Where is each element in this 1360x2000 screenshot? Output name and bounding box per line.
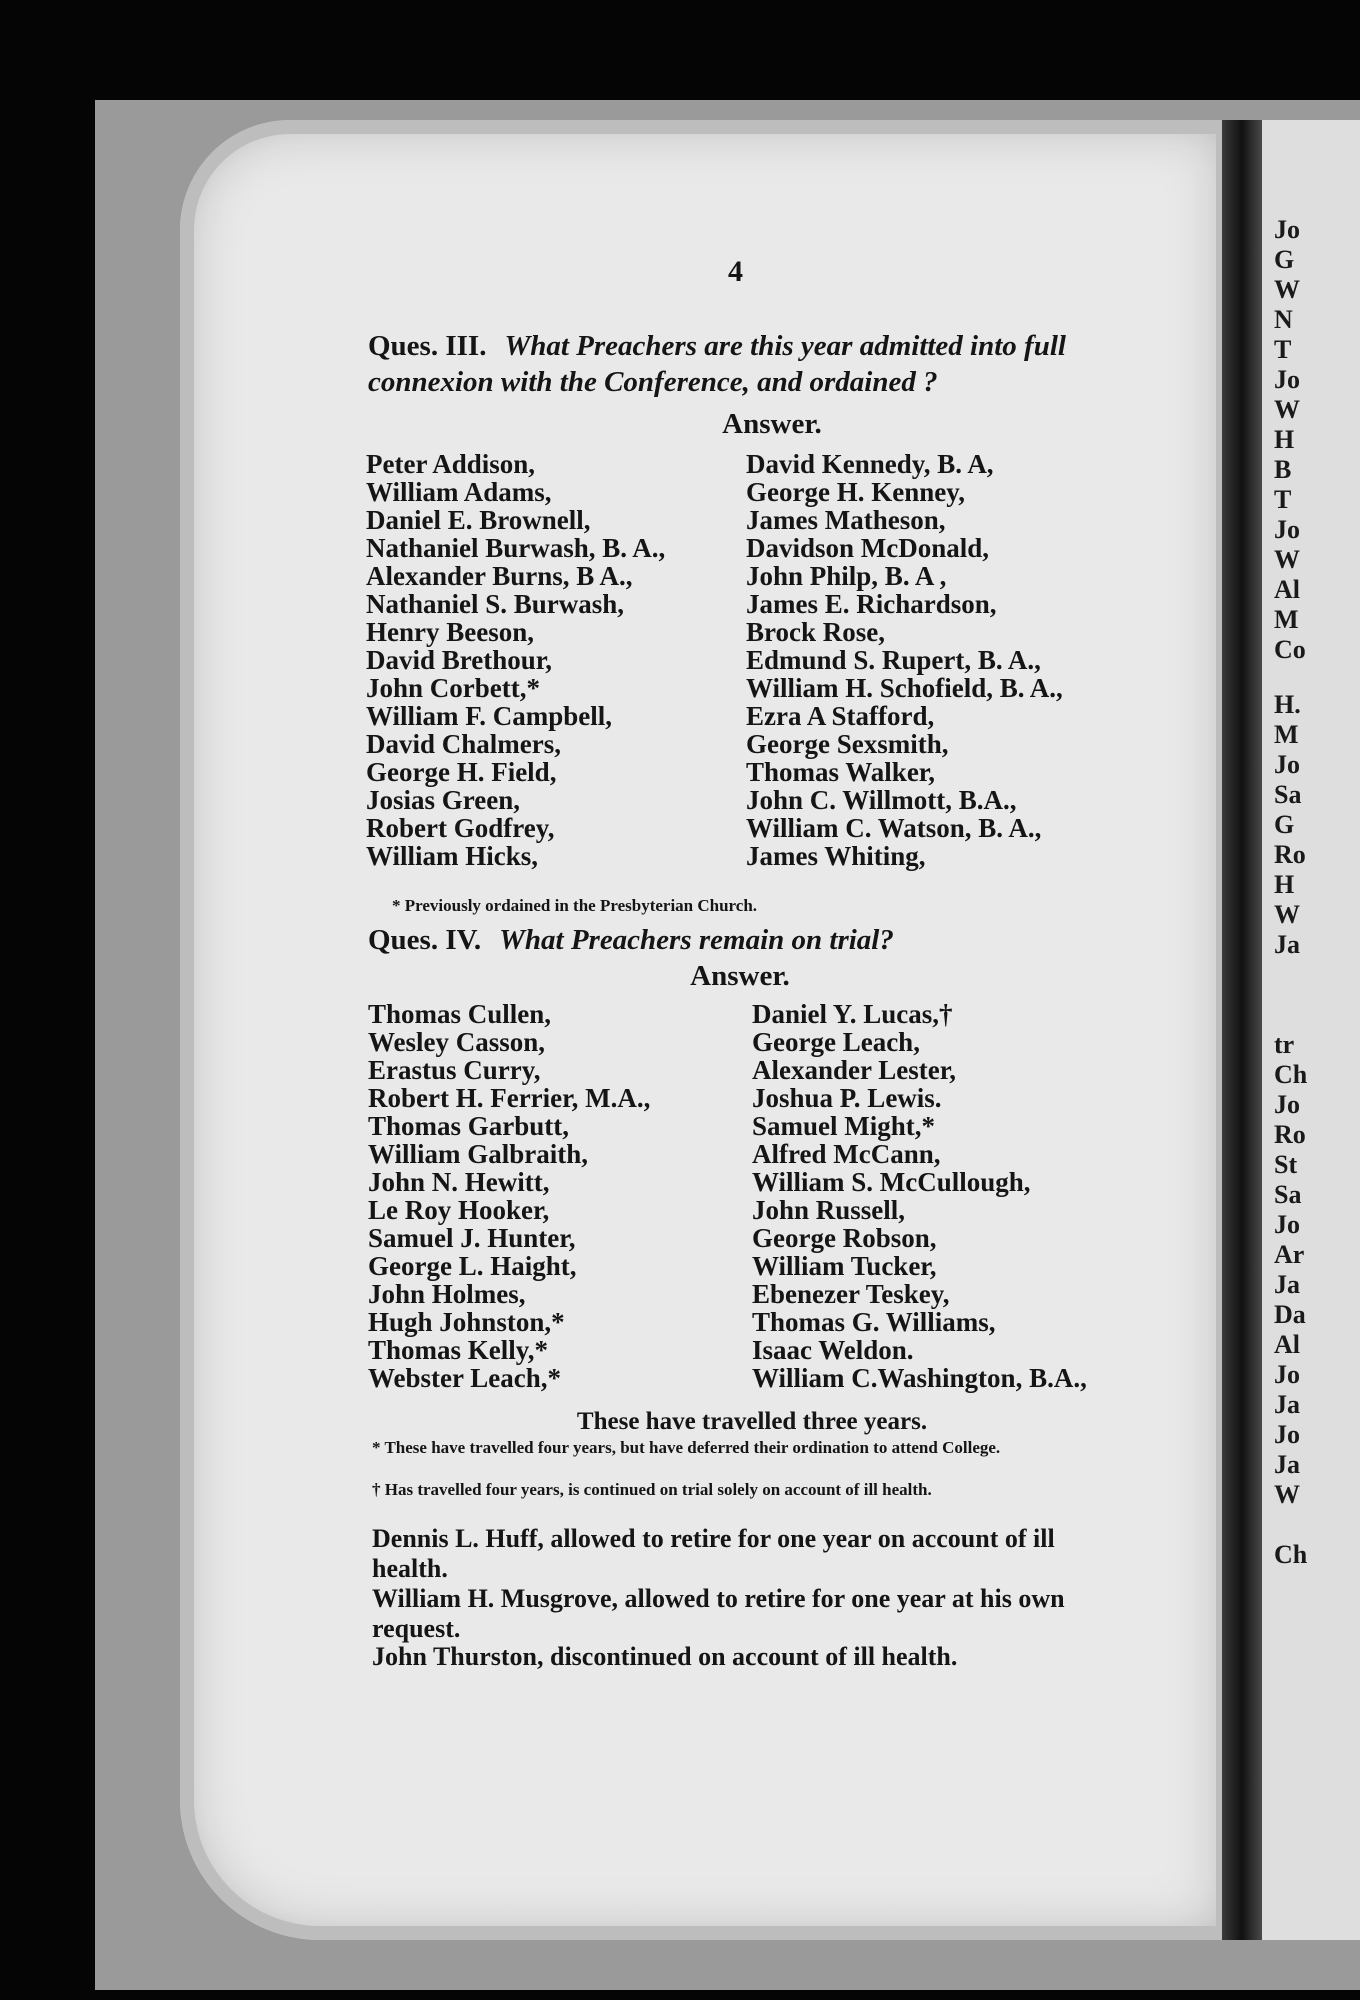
question-iii-answer-label: Answer. (722, 408, 822, 440)
preacher-name: David Chalmers, (366, 729, 561, 759)
adjacent-page-fragment: Ch (1274, 1060, 1308, 1089)
preacher-name: William S. McCullough, (752, 1167, 1031, 1197)
preacher-name: Nathaniel Burwash, B. A., (366, 533, 666, 563)
preacher-name: Ezra A Stafford, (746, 701, 935, 731)
preacher-name: William Galbraith, (368, 1139, 589, 1169)
question-iv-answer-label: Answer. (690, 960, 790, 992)
adjacent-page-fragment: B (1274, 455, 1292, 484)
question-iii-text: What Preachers are this year admitted into full connexion with the Conference, and ordained ? (368, 330, 1066, 398)
adjacent-page-fragment: T (1274, 335, 1292, 364)
preacher-name: David Brethour, (366, 645, 553, 675)
preacher-name: William C. Watson, B. A., (746, 813, 1042, 843)
adjacent-page-fragment: Jo (1274, 515, 1300, 544)
question-iv (368, 922, 1128, 958)
preacher-name: Joshua P. Lewis. (752, 1083, 942, 1113)
question-iii-number: Ques. III. (368, 330, 487, 362)
adjacent-page-fragment: N (1274, 305, 1293, 334)
adjacent-page-fragment: Co (1274, 635, 1306, 664)
preacher-name: Alexander Burns, B A., (366, 561, 633, 591)
preacher-name: Thomas Walker, (746, 757, 936, 787)
footnote-dagger: † Has travelled four years, is continued on trial solely on account of ill health. (372, 1480, 932, 1499)
discontinued-thurston: John Thurston, discontinued on account of ill health. (372, 1642, 958, 1671)
preacher-name: Robert Godfrey, (366, 813, 555, 843)
preacher-name: Peter Addison, (366, 449, 536, 479)
preacher-name: Ebenezer Teskey, (752, 1279, 950, 1309)
question-iv-text: What Preachers remain on trial? (499, 924, 894, 956)
preacher-name: Edmund S. Rupert, B. A., (746, 645, 1041, 675)
preacher-name: William H. Schofield, B. A., (746, 673, 1063, 703)
preacher-name: Alfred McCann, (752, 1139, 941, 1169)
adjacent-page-fragment: Sa (1274, 1180, 1302, 1209)
preacher-name: William Tucker, (752, 1251, 937, 1281)
question-iv-number: Ques. IV. (368, 924, 482, 956)
preacher-name: Daniel E. Brownell, (366, 505, 591, 535)
preacher-name: Nathaniel S. Burwash, (366, 589, 625, 619)
preacher-name: William C.Washington, B.A., (752, 1363, 1087, 1393)
preacher-name: Alexander Lester, (752, 1055, 956, 1085)
question-iv-left-column (368, 1000, 650, 1392)
preacher-name: Hugh Johnston,* (368, 1307, 565, 1337)
adjacent-page-fragment: W (1274, 1480, 1300, 1509)
preacher-name: Thomas Cullen, (368, 999, 552, 1029)
preacher-name: John Russell, (752, 1195, 906, 1225)
adjacent-page-fragment: St (1274, 1150, 1298, 1179)
adjacent-page-fragment: Jo (1274, 1090, 1300, 1119)
preacher-name: George H. Kenney, (746, 477, 965, 507)
preacher-name: John C. Willmott, B.A., (746, 785, 1017, 815)
retired-huff: Dennis L. Huff, allowed to retire for one year on account of ill health. (372, 1524, 1055, 1583)
preacher-name: Daniel Y. Lucas,† (752, 999, 953, 1029)
preacher-name: George Leach, (752, 1027, 920, 1057)
preacher-name: Webster Leach,* (368, 1363, 561, 1393)
question-iii-left-column (366, 450, 665, 870)
adjacent-page-fragment: G (1274, 245, 1295, 274)
adjacent-page-fragment: Jo (1274, 215, 1300, 244)
adjacent-page-fragment: W (1274, 275, 1300, 304)
adjacent-page-fragment: W (1274, 900, 1300, 929)
adjacent-page-fragment: Ja (1274, 1270, 1300, 1299)
adjacent-page-fragment: Al (1274, 575, 1300, 604)
adjacent-page-fragment: Ro (1274, 1120, 1306, 1149)
preacher-name: John N. Hewitt, (368, 1167, 550, 1197)
adjacent-page-fragment: Ja (1274, 1390, 1300, 1419)
preacher-name: James Whiting, (746, 841, 926, 871)
preacher-name: John Holmes, (368, 1279, 526, 1309)
question-iii-footnote: * Previously ordained in the Presbyterian Church. (392, 896, 758, 915)
preacher-name: David Kennedy, B. A, (746, 449, 994, 479)
preacher-name: William Adams, (366, 477, 552, 507)
preacher-name: William F. Campbell, (366, 701, 613, 731)
adjacent-page-fragment: Jo (1274, 1210, 1300, 1239)
adjacent-page-fragment: Ro (1274, 840, 1306, 869)
preacher-name: Thomas Kelly,* (368, 1335, 549, 1365)
adjacent-page-fragment: Ar (1274, 1240, 1305, 1269)
retired-musgrove: William H. Musgrove, allowed to retire for one year at his own request. (372, 1584, 1065, 1643)
preacher-name: Brock Rose, (746, 617, 885, 647)
preacher-name: Robert H. Ferrier, M.A., (368, 1083, 651, 1113)
adjacent-page-fragment: Ch (1274, 1540, 1308, 1569)
preacher-name: George L. Haight, (368, 1251, 577, 1281)
footnote-star: * These have travelled four years, but have deferred their ordination to attend College. (372, 1438, 1001, 1457)
preacher-name: Thomas Garbutt, (368, 1111, 570, 1141)
preacher-name: George Robson, (752, 1223, 937, 1253)
adjacent-page-edge (1262, 120, 1360, 1940)
preacher-name: Isaac Weldon. (752, 1335, 914, 1365)
preacher-name: James Matheson, (746, 505, 946, 535)
preacher-name: Thomas G. Williams, (752, 1307, 996, 1337)
adjacent-page-fragment: Jo (1274, 1360, 1300, 1389)
adjacent-page-fragment: Jo (1274, 1420, 1300, 1449)
adjacent-page-fragment: Al (1274, 1330, 1300, 1359)
adjacent-page-fragment: Ja (1274, 930, 1300, 959)
adjacent-page-fragment: M (1274, 720, 1299, 749)
preacher-name: John Philp, B. A , (746, 561, 947, 591)
adjacent-page-fragment: tr (1274, 1030, 1295, 1059)
preacher-name: William Hicks, (366, 841, 539, 871)
adjacent-page-fragment: Jo (1274, 750, 1300, 779)
preacher-name: George Sexsmith, (746, 729, 949, 759)
preacher-name: Erastus Curry, (368, 1055, 541, 1085)
adjacent-page-fragment: H (1274, 425, 1295, 454)
preacher-name: George H. Field, (366, 757, 557, 787)
question-iii-right-column (746, 450, 1063, 870)
book-gutter (1222, 120, 1262, 1940)
adjacent-page-fragment: Sa (1274, 780, 1302, 809)
preacher-name: Samuel J. Hunter, (368, 1223, 576, 1253)
preacher-name: Le Roy Hooker, (368, 1195, 550, 1225)
adjacent-page-fragment: G (1274, 810, 1295, 839)
preacher-name: Wesley Casson, (368, 1027, 546, 1057)
preacher-name: James E. Richardson, (746, 589, 997, 619)
preacher-name: Henry Beeson, (366, 617, 534, 647)
adjacent-page-fragment: Jo (1274, 365, 1300, 394)
preacher-name: Davidson McDonald, (746, 533, 990, 563)
adjacent-page-fragment: H (1274, 870, 1295, 899)
page-number: 4 (728, 255, 743, 288)
question-iv-right-column (752, 1000, 1087, 1392)
preacher-name: Josias Green, (366, 785, 520, 815)
adjacent-page-fragment: M (1274, 605, 1299, 634)
question-iii (368, 328, 1128, 400)
adjacent-page-fragment: Da (1274, 1300, 1306, 1329)
adjacent-page-fragment: Ja (1274, 1450, 1300, 1479)
adjacent-page-fragment: W (1274, 395, 1300, 424)
adjacent-page-fragment: T (1274, 485, 1292, 514)
travelled-three-years-note: These have travelled three years. (576, 1408, 928, 1435)
preacher-name: John Corbett,* (366, 673, 540, 703)
adjacent-page-fragment: W (1274, 545, 1300, 574)
adjacent-page-fragment: H. (1274, 690, 1301, 719)
preacher-name: Samuel Might,* (752, 1111, 936, 1141)
